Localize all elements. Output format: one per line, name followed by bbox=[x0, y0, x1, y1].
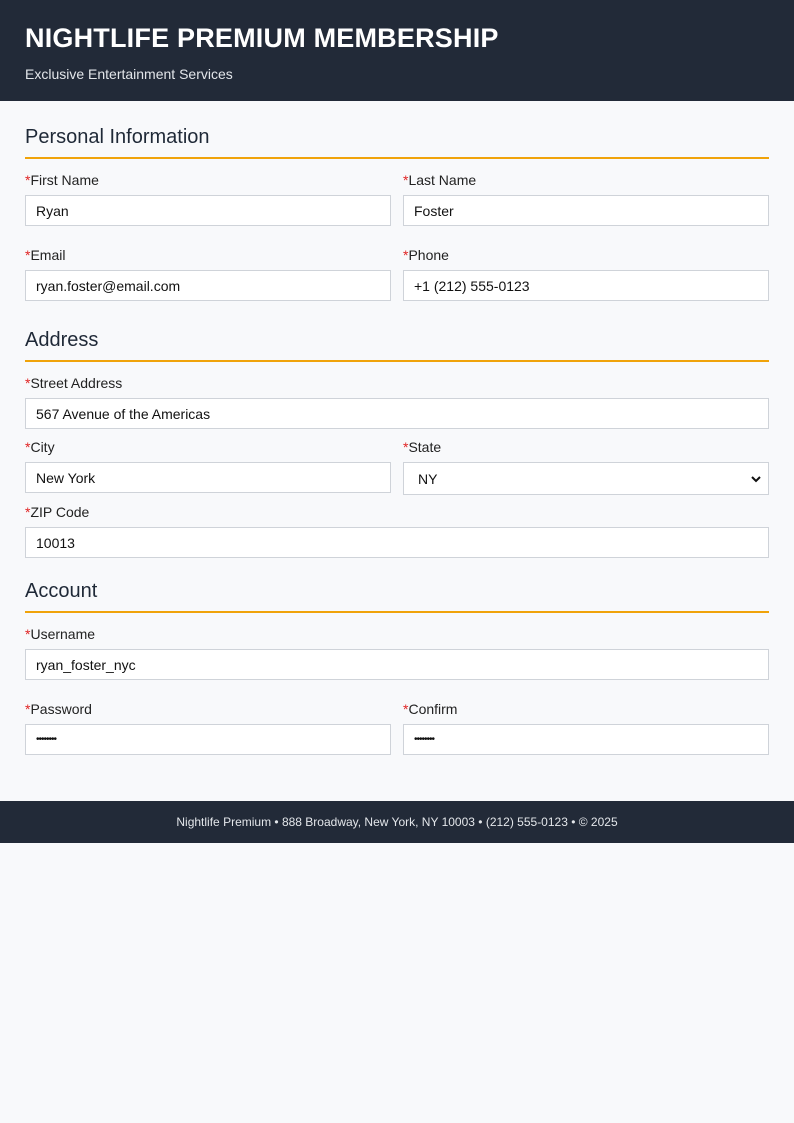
phone-input[interactable]: +1 (212) 555-0123 bbox=[403, 270, 769, 301]
street-input[interactable]: 567 Avenue of the Americas bbox=[25, 398, 769, 429]
street-field bbox=[25, 375, 769, 429]
first-name-field bbox=[25, 172, 391, 226]
membership-form bbox=[0, 101, 794, 755]
required-marker: * bbox=[403, 247, 409, 263]
required-marker: * bbox=[25, 439, 31, 455]
email-input[interactable]: ryan.foster@email.com bbox=[25, 270, 391, 301]
state-field bbox=[403, 439, 769, 495]
state-selected-value: NY bbox=[418, 470, 438, 487]
city-label: *City bbox=[25, 439, 55, 455]
state-label: *State bbox=[403, 439, 442, 455]
section-title-account: Account bbox=[25, 558, 769, 613]
footer-text: Nightlife Premium • 888 Broadway, New York, NY 10003 • (212) 555-0123 • © 2025 bbox=[176, 815, 618, 829]
password-label: *Password bbox=[25, 701, 92, 717]
zip-field bbox=[25, 504, 769, 558]
last-name-input[interactable]: Foster bbox=[403, 195, 769, 226]
state-select[interactable] bbox=[403, 462, 769, 495]
required-marker: * bbox=[25, 626, 31, 642]
required-marker: * bbox=[25, 375, 31, 391]
required-marker: * bbox=[403, 439, 409, 455]
zip-label: *ZIP Code bbox=[25, 504, 90, 520]
first-name-input[interactable]: Ryan bbox=[25, 195, 391, 226]
required-marker: * bbox=[25, 701, 31, 717]
page-footer bbox=[0, 801, 794, 843]
phone-label: *Phone bbox=[403, 247, 449, 263]
last-name-field bbox=[403, 172, 769, 226]
required-marker: * bbox=[25, 504, 31, 520]
username-label: *Username bbox=[25, 626, 96, 642]
required-marker: * bbox=[403, 172, 409, 188]
page-subtitle: Exclusive Entertainment Services bbox=[25, 66, 233, 82]
required-marker: * bbox=[403, 701, 409, 717]
section-title-personal: Personal Information bbox=[25, 101, 769, 159]
city-field bbox=[25, 439, 391, 495]
chevron-down-icon bbox=[750, 473, 762, 485]
first-name-label: *First Name bbox=[25, 172, 99, 188]
required-marker: * bbox=[25, 247, 31, 263]
password-field bbox=[25, 701, 391, 755]
section-title-address: Address bbox=[25, 301, 769, 362]
page-header bbox=[0, 0, 794, 101]
password-input[interactable]: •••••••• bbox=[25, 724, 391, 755]
confirm-field bbox=[403, 701, 769, 755]
username-field bbox=[25, 626, 769, 680]
street-label: *Street Address bbox=[25, 375, 123, 391]
phone-field bbox=[403, 247, 769, 301]
username-input[interactable]: ryan_foster_nyc bbox=[25, 649, 769, 680]
last-name-label: *Last Name bbox=[403, 172, 477, 188]
confirm-label: *Confirm bbox=[403, 701, 458, 717]
required-marker: * bbox=[25, 172, 31, 188]
zip-input[interactable]: 10013 bbox=[25, 527, 769, 558]
page-title: NIGHTLIFE PREMIUM MEMBERSHIP bbox=[25, 23, 499, 53]
email-label: *Email bbox=[25, 247, 66, 263]
city-input[interactable]: New York bbox=[25, 462, 391, 493]
email-field bbox=[25, 247, 391, 301]
confirm-password-input[interactable]: •••••••• bbox=[403, 724, 769, 755]
